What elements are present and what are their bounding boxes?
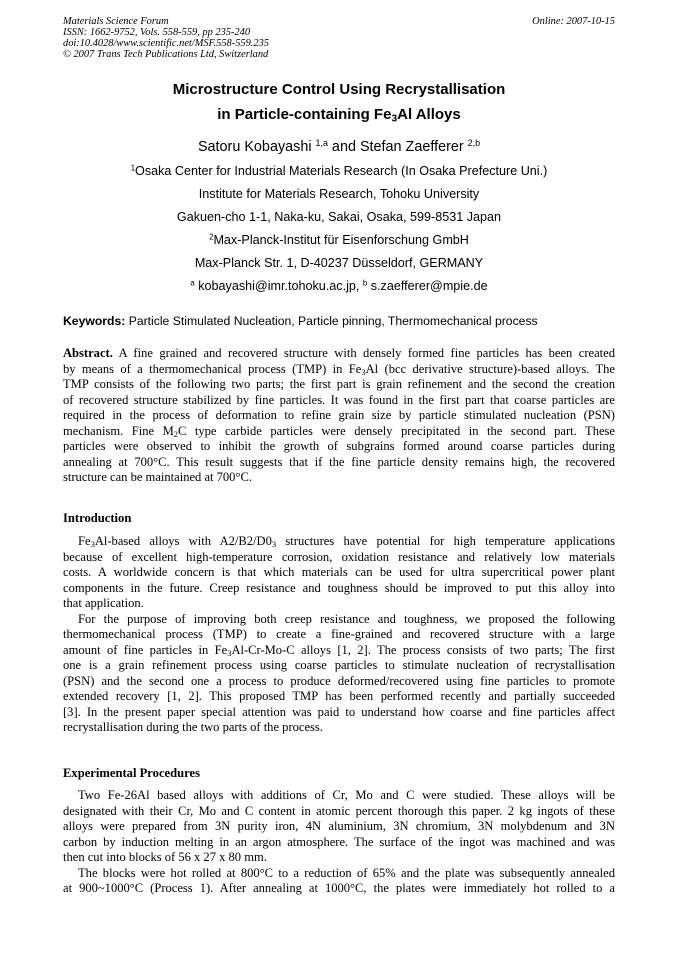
issn-line: ISSN: 1662-9752, Vols. 558-559, pp 235-240 <box>63 27 251 38</box>
title-line-1: Microstructure Control Using Recrystallisation <box>172 81 506 98</box>
introduction-heading: Introduction <box>63 511 132 525</box>
intro-line: $Fe_3Al$-based alloys with $A2/B2/D0_3$ structures have potential for high temperature applications <box>78 534 615 550</box>
affiliation-1-line-2: Institute for Materials Research, Tohoku University <box>198 187 480 201</box>
experimental-line: The blocks were hot rolled at 800°C to a reduction of 65% and the plate was subsequently annealed <box>78 865 615 880</box>
experimental-line: then cut into blocks of 56 x 27 x 80 mm. <box>63 850 267 864</box>
affiliation-2: $^2$Max-Planck-Institut für Eisenforschung GmbH <box>209 232 469 247</box>
intro-line: amount of fine particles in $Fe_3Al-Cr-Mo-C$ alloys [1, 2]. The process consists of two parts; The first <box>63 642 615 658</box>
introduction-body <box>63 534 615 736</box>
abstract-line: TMP consists of the following two parts; the first part is grain refinement and the second the creation <box>63 377 615 391</box>
experimental-line: at 900~1000°C (Process 1). After annealing at 1000°C, the plates were immediately hot rolled to a <box>63 881 615 895</box>
intro-line: [3]. In the present paper special attention was paid to understand how coarse and fine particles affect <box>63 704 615 719</box>
intro-line: because of excellent high-temperature corrosion, oxidation resistance and relatively low materials <box>63 549 615 564</box>
keywords-text: Particle Stimulated Nucleation, Particle pinning, Thermomechanical process <box>125 314 538 328</box>
affiliation-1-line-3: Gakuen-cho 1-1, Naka-ku, Sakai, Osaka, 599-8531 Japan <box>176 210 502 224</box>
abstract-line: annealing at 700°C. This result suggests that if the fine particle density remains high, the recovered <box>63 454 615 469</box>
online-date: Online: 2007-10-15 <box>532 16 615 27</box>
abstract-line: by means of a thermomechanical process (TMP) in $Fe_3Al$ (bcc derivative structure)-based alloys. The <box>63 361 615 377</box>
experimental-line: alloys were prepared from 3N purity iron, 4N aluminium, 3N chromium, 3N molybdenum and 3N <box>63 819 615 833</box>
doi-line: doi:10.4028/www.scientific.net/MSF.558-559.235 <box>63 38 269 49</box>
experimental-line: carbon by induction melting in an argon atmosphere. The surface of the ingot was machined and was <box>63 834 615 849</box>
intro-line: extended recovery [1, 2]. This proposed TMP has been performed recently and partially succeeded <box>63 689 615 703</box>
experimental-line: Two Fe-26Al based alloys with additions of Cr, Mo and C were studied. These alloys will be <box>78 788 615 802</box>
title-line-2: in Particle-containing $Fe_3Al$ Alloys <box>217 106 461 125</box>
copyright-line: © 2007 Trans Tech Publications Ltd, Switzerland <box>63 49 269 60</box>
intro-line: that application. <box>63 596 144 610</box>
affiliation-2-line-2: Max-Planck Str. 1, D-40237 Düsseldorf, GERMANY <box>194 256 484 270</box>
affiliation-1: $^1$Osaka Center for Industrial Materials Research (In Osaka Prefecture Uni.) <box>130 163 548 178</box>
journal-name: Materials Science Forum <box>63 16 169 27</box>
intro-line: components in the future. Creep resistance and toughness should be improved to put this alloy into <box>63 580 615 595</box>
journal-header <box>63 16 269 60</box>
abstract <box>63 346 615 486</box>
intro-line: (PSN) and the second one a process to produce deformed/recovered using fine particles to promote <box>63 673 615 688</box>
email-line: $^a$ kobayashi@imr.tohoku.ac.jp, $^b$ s.zaefferer@mpie.de <box>190 278 488 293</box>
keywords <box>63 314 538 328</box>
intro-line: For the purpose of improving both creep resistance and toughness, we proposed the following <box>78 611 615 626</box>
intro-line: thermomechanical process (TMP) to create a fine-grained and recovered structure with a large <box>63 627 615 641</box>
abstract-line: structure can be maintained at 700°C. <box>63 470 252 484</box>
keywords-label: Keywords: <box>63 314 126 328</box>
abstract-line: Abstract. A fine grained and recovered structure with densely formed fine particles has been created <box>63 346 615 360</box>
abstract-line: mechanism. Fine $M_2C$ type carbide particles were densely precipitated in the second part. These <box>63 423 616 439</box>
experimental-line: designated with their Cr, Mo and C content in atomic percent thorough this paper. 2 kg ingots of these <box>63 803 615 818</box>
abstract-line: of recovered structure stabilized by fine particles. It was found in the first part that coarse particles are <box>63 392 615 407</box>
intro-line: recrystallisation during the two parts of the process. <box>63 720 323 734</box>
experimental-body <box>63 788 615 897</box>
intro-line: one is a grain refinement process using coarse particles to stimulate nucleation of recrystallisation <box>63 658 615 672</box>
intro-line: costs. A worldwide concern is that which materials can be used for ultra supercritical power plant <box>63 565 615 579</box>
authors: Satoru Kobayashi $^{1,a}$ and Stefan Zaefferer $^{2,b}$ <box>197 138 481 155</box>
experimental-heading: Experimental Procedures <box>63 766 200 780</box>
abstract-line: required in the process of deformation to refine grain size by particle stimulated nucleation (PSN) <box>63 408 615 422</box>
abstract-line: particles were observed to inhibit the growth of subgrains formed around coarse particles during <box>63 439 615 453</box>
